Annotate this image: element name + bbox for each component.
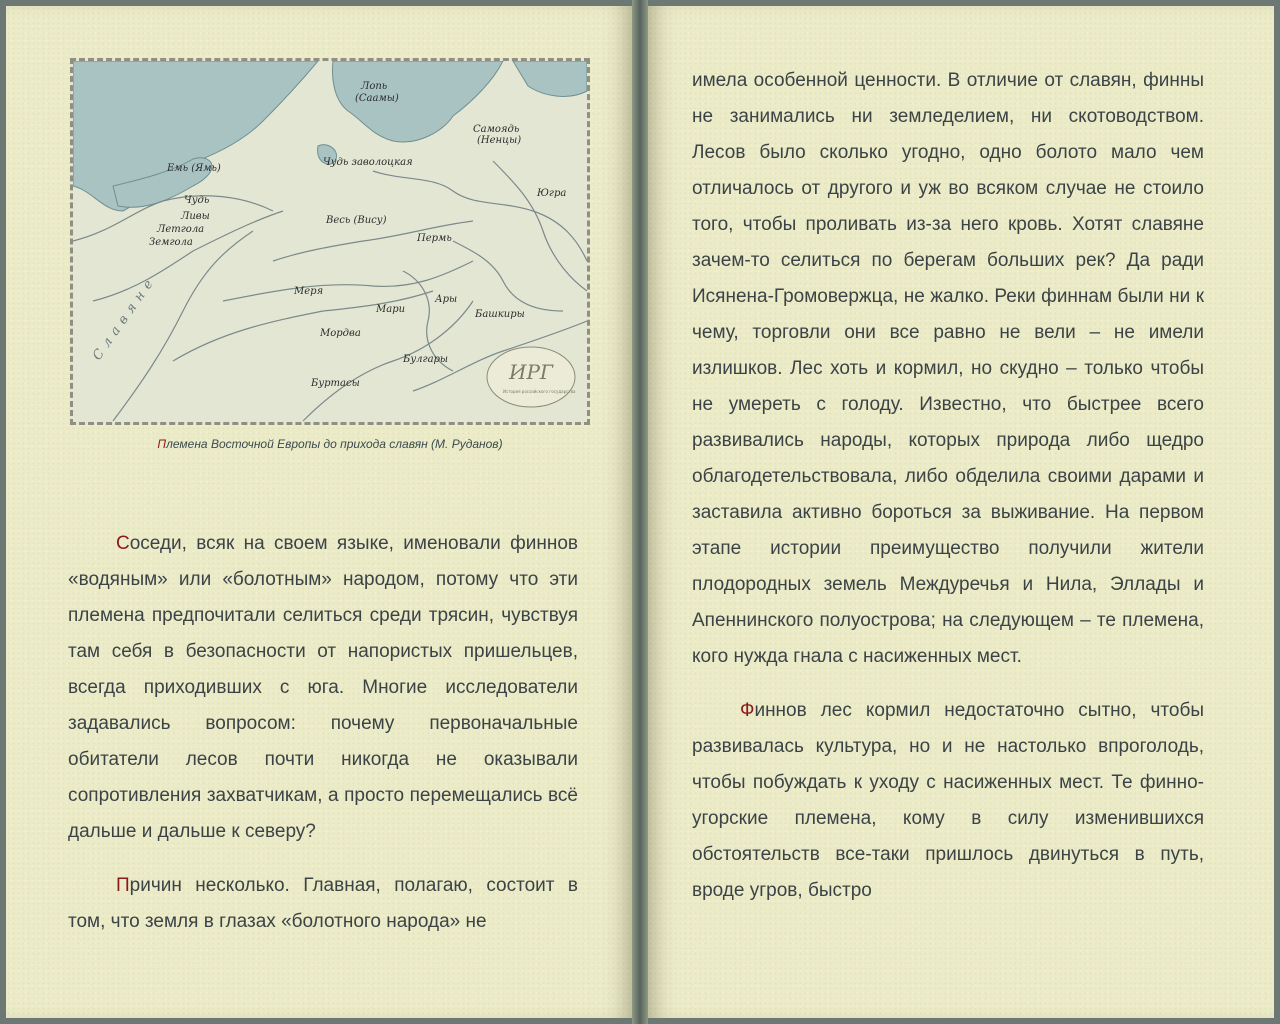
map-label-bashkiry: Башкиры [475, 309, 525, 320]
map-label-nentsy: (Ненцы) [477, 135, 522, 146]
drop-letter: Ф [740, 700, 755, 721]
right-page-text [692, 63, 1204, 909]
map-label-yugra: Югра [537, 188, 567, 199]
caption-text: лемена Восточной Европы до прихода славян (М. Руданов) [166, 437, 503, 451]
left-page-text [68, 526, 578, 940]
map-label-letgola: Летгола [157, 224, 205, 235]
drop-letter: П [116, 875, 130, 896]
svg-text:ИРГ: ИРГ [509, 360, 554, 384]
caption-first-letter: П [157, 437, 167, 451]
map-label-saamy: (Саамы) [355, 93, 399, 104]
map-label-burtasy: Буртасы [311, 378, 360, 389]
map-label-ves: Весь (Вису) [326, 215, 387, 226]
map-label-zemgola: Земгола [149, 237, 193, 248]
paragraph-continuation: имела особенной ценности. В отличие от славян, финны не занимались ни земледелием, ни скотоводством. Лесов было сколько угодно, одно болото мало чем отличалось от другого и уж во всяком случае не стоило того, чтобы проливать из-за него кровь. Хотят славяне зачем-то селиться по берегам больших рек? Да ради Исянена-Громовержца, не жалко. Реки финнам были ни к чему, торговли они все равно не вели – не имели излишков. Лес хоть и кормил, но скудно – только чтобы не умереть с голоду. Известно, что быстрее всего развивались народы, которых природа либо щедро облагодетельствовала, либо обделила своими дарами и заставила активно бороться за выживание. На первом этапе истории преимущество получили жители плодородных земель Междуречья и Нила, Эллады и Апеннинского полуострова; на следующем – те племена, кого нужда гнала с насиженных мест. [692, 70, 1204, 667]
map-label-bulgary: Булгары [403, 354, 449, 365]
map-label-samoyad: Самоядь [473, 124, 520, 135]
map-label-lop: Лопь [361, 81, 388, 92]
map-label-mordva: Мордва [320, 328, 361, 339]
paragraph-text: оседи, всяк на своем языке, именовали финнов «водяным» или «болотным» народом, потому что эти племена предпочитали селиться среди трясин, чувствуя там себя в безопасности от напористых пришельцев, всегда приходивших с юга. Многие исследователи задавались вопросом: почему первоначальные обитатели лесов почти никогда не оказывали сопротивления захватчикам, а просто перемещались всё дальше и дальше к северу? [68, 533, 578, 842]
map-label-perm: Пермь [417, 233, 452, 244]
drop-letter: С [116, 533, 130, 554]
left-page[interactable] [6, 6, 632, 1018]
map-label-merya: Меря [294, 286, 324, 297]
paragraph [68, 526, 578, 850]
publisher-logo [487, 347, 576, 407]
map-label-livy: Ливы [181, 211, 210, 222]
map-label-em: Емь (Ямь) [167, 163, 221, 174]
map-label-chud: Чудь [184, 195, 210, 206]
map-label-ary: Ары [435, 294, 458, 305]
paragraph-text: ричин несколько. Главная, полагаю, состоит в том, что земля в глазах «болотного народа» не [68, 875, 578, 932]
map-label-slavyane: Славяне [89, 272, 160, 364]
map-caption [70, 437, 590, 451]
right-page[interactable] [648, 6, 1274, 1018]
paragraph-text: иннов лес кормил недостаточно сытно, чтобы развивалась культура, но и не настолько впроголодь, чтобы побуждать к уходу с насиженных мест. Те финно-угорские племена, кому в силу изменившихся обстоятельств все-таки пришлось двинуться в путь, вроде угров, быстро [692, 700, 1204, 901]
paragraph [692, 693, 1204, 909]
tribes-map [70, 58, 590, 425]
map-label-chud-zavolotskaya: Чудь заволоцкая [323, 157, 413, 168]
svg-text:История российского государств: История российского государства [503, 389, 576, 394]
map-label-mari: Мари [376, 304, 406, 315]
map-illustration [73, 61, 587, 422]
book-spine [632, 0, 648, 1024]
paragraph [68, 868, 578, 940]
